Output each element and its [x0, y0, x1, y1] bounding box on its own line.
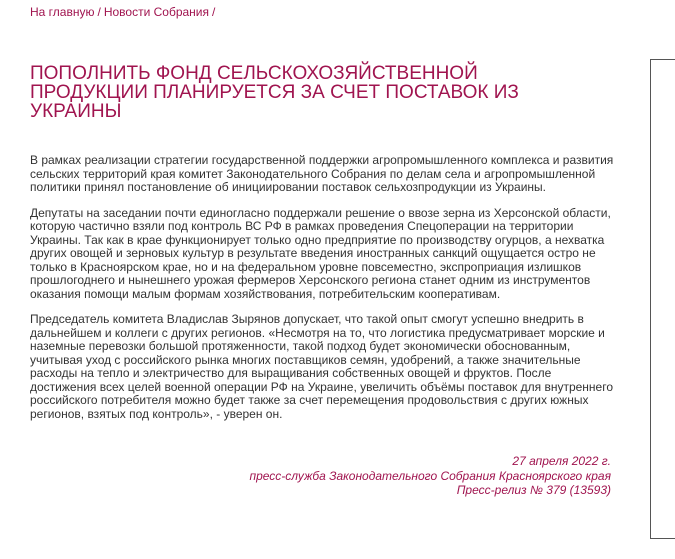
breadcrumb-news-link[interactable]: Новости Собрания — [103, 5, 209, 19]
article-paragraph: Председатель комитета Владислав Зырянов допускает, что такой опыт смогут успешно внедрить в дальнейшем и коллеги с других регионов. «Несмотря на то, что логистика предусматривает морские и наземные перевозки большой протяженности, такой подход будет экономически обоснованным, учитывая уход с российского рынка многих поставщиков семян, удобрений, а также значительные расходы на тепло и электричество для выращивания собственных овощей и фруктов. После достижения всех целей военной операции РФ на Украине, увеличить объёмы поставок для внутреннего российского потребителя можно будет также за счет перемещения продовольствия с других южных регионов, взятых под контроль», - уверен он. — [30, 312, 614, 421]
breadcrumb-home-link[interactable]: На главную — [30, 5, 95, 19]
article-date: 27 апреля 2022 г. — [512, 454, 611, 468]
breadcrumb-separator: / — [97, 5, 101, 19]
breadcrumb-separator: / — [212, 5, 216, 19]
breadcrumb — [30, 5, 218, 19]
article-paragraph: В рамках реализации стратегии государственной поддержки агропромышленного комплекса и развития сельских территорий края комитет Законодательного Собрания по делам села и агропромышленной политики принял постановление об инициировании поставок сельхозпродукции из Украины. — [30, 153, 614, 194]
article-source: пресс-служба Законодательного Собрания Красноярского края — [249, 468, 611, 483]
press-release-number: Пресс-релиз № 379 (13593) — [456, 483, 611, 497]
article-title: ПОПОЛНИТЬ ФОНД СЕЛЬСКОХОЗЯЙСТВЕННОЙ ПРОДУКЦИИ ПЛАНИРУЕТСЯ ЗА СЧЕТ ПОСТАВОК ИЗ УКРАИНЫ — [30, 63, 519, 122]
article-signature — [249, 454, 611, 498]
article-paragraph: Депутаты на заседании почти единогласно поддержали решение о ввозе зерна из Херсонской области, которую частично взяли под контроль ВС РФ в рамках проведения Спецоперации на территории Украины. Так как в крае функционирует только одно предприятие по производству огурцов, а нехватка других овощей и зерновых культур в результате введения иностранных санкций ощущается остро не только в Красноярском крае, но и на федеральном уровне повсеместно, экспроприация излишков прошлогоднего и нынешнего урожая фермеров Херсонского региона станет одним из инструментов оказания помощи малым формам хозяйствования, потребительским кооперативам. — [30, 205, 611, 301]
article-body — [30, 154, 614, 433]
sidebar-frame — [650, 59, 675, 539]
